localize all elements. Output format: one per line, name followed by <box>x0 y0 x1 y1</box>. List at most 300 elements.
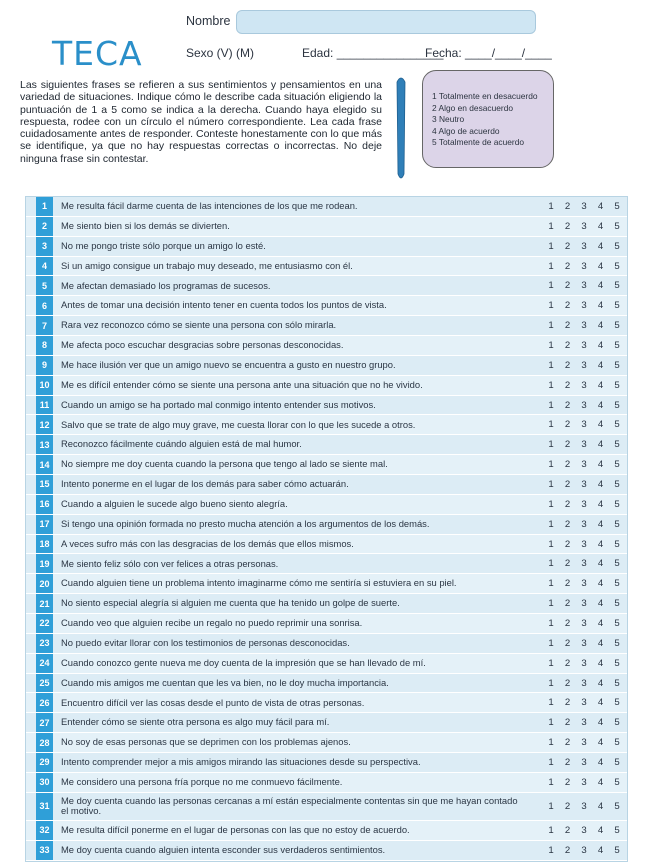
rating-option[interactable]: 5 <box>614 824 620 836</box>
rating-option[interactable]: 3 <box>581 737 587 749</box>
item-row <box>26 475 627 495</box>
item-row <box>26 455 627 475</box>
item-number: 29 <box>36 753 53 772</box>
rating-option[interactable]: 1 <box>548 637 554 649</box>
legend-item: 2 Algo en desacuerdo <box>432 102 514 113</box>
rating-option[interactable]: 1 <box>548 459 554 471</box>
teca-logo: TECA <box>52 34 143 73</box>
rating-option[interactable]: 4 <box>597 518 604 530</box>
item-row <box>26 396 627 416</box>
rating-option[interactable]: 4 <box>597 280 604 292</box>
rating-option[interactable]: 3 <box>581 844 587 856</box>
rating-option[interactable]: 1 <box>548 578 554 590</box>
item-row <box>26 515 627 535</box>
item-row <box>26 594 627 614</box>
item-row <box>26 554 627 574</box>
rating-scale <box>544 419 624 430</box>
item-number: 2 <box>36 217 53 236</box>
rating-scale <box>544 658 624 669</box>
rating-option[interactable]: 1 <box>548 598 554 610</box>
item-row <box>26 574 627 594</box>
rating-option[interactable]: 3 <box>581 498 587 510</box>
item-statement: Cuando un amigo se ha portado mal conmigo intento entender sus motivos. <box>61 399 376 410</box>
rating-option[interactable]: 2 <box>564 399 571 411</box>
rating-option[interactable]: 1 <box>548 359 554 371</box>
rating-option[interactable]: 3 <box>581 824 587 836</box>
item-number: 3 <box>36 237 53 256</box>
rating-option[interactable]: 5 <box>614 379 620 391</box>
rating-option[interactable]: 5 <box>614 339 620 351</box>
item-row <box>26 336 627 356</box>
rating-option[interactable]: 1 <box>548 498 554 510</box>
item-number: 5 <box>36 276 53 295</box>
item-row <box>26 841 627 861</box>
item-number: 31 <box>36 793 53 820</box>
rating-option[interactable]: 2 <box>564 824 571 836</box>
item-statement: Cuando alguien tiene un problema intento imaginarme cómo me sentiría si estuviera en su piel. <box>61 578 457 589</box>
rating-option[interactable]: 3 <box>581 538 587 550</box>
rating-option[interactable]: 2 <box>564 379 571 391</box>
rating-option[interactable]: 3 <box>581 200 587 212</box>
item-row <box>26 753 627 773</box>
item-row <box>26 674 627 694</box>
item-number: 26 <box>36 693 53 712</box>
item-number: 18 <box>36 535 53 554</box>
rating-option[interactable]: 3 <box>581 260 587 272</box>
rating-option[interactable]: 2 <box>564 737 571 749</box>
rating-option[interactable]: 2 <box>564 518 571 530</box>
rating-option[interactable]: 2 <box>564 617 571 629</box>
rating-option[interactable]: 1 <box>548 657 554 669</box>
rating-option[interactable]: 1 <box>548 379 554 391</box>
rating-option[interactable]: 4 <box>597 359 604 371</box>
rating-option[interactable]: 1 <box>548 697 554 709</box>
rating-option[interactable]: 3 <box>581 359 587 371</box>
rating-option[interactable]: 2 <box>564 697 571 709</box>
rating-option[interactable]: 5 <box>614 300 620 312</box>
rating-option[interactable]: 5 <box>614 240 620 252</box>
item-number: 4 <box>36 257 53 276</box>
rating-scale <box>544 678 624 689</box>
rating-option[interactable]: 2 <box>564 320 571 332</box>
item-number: 15 <box>36 475 53 494</box>
rating-option[interactable]: 5 <box>614 637 620 649</box>
rating-option[interactable]: 2 <box>564 200 571 212</box>
rating-option[interactable]: 1 <box>548 824 554 836</box>
rating-scale <box>544 801 624 812</box>
rating-option[interactable]: 3 <box>581 478 587 490</box>
item-row <box>26 257 627 277</box>
item-statement: No siempre me doy cuenta cuando la persona que tengo al lado se siente mal. <box>61 459 388 470</box>
rating-option[interactable]: 2 <box>564 419 571 431</box>
item-statement: No me pongo triste sólo porque un amigo lo esté. <box>61 240 266 251</box>
rating-option[interactable]: 3 <box>581 637 587 649</box>
rating-scale <box>544 360 624 371</box>
rating-option[interactable]: 5 <box>614 200 620 212</box>
rating-option[interactable]: 1 <box>548 339 554 351</box>
rating-option[interactable]: 1 <box>548 776 554 788</box>
rating-option[interactable]: 1 <box>548 558 554 570</box>
rating-option[interactable]: 1 <box>548 260 554 272</box>
rating-option[interactable]: 4 <box>597 220 604 232</box>
rating-option[interactable]: 4 <box>597 339 604 351</box>
rating-option[interactable]: 2 <box>564 300 571 312</box>
rating-option[interactable]: 2 <box>564 578 571 590</box>
rating-option[interactable]: 5 <box>614 844 620 856</box>
item-statement: Intento comprender mejor a mis amigos mirando las situaciones desde su perspectiva. <box>61 757 421 768</box>
rating-option[interactable]: 1 <box>548 800 554 812</box>
rating-option[interactable]: 2 <box>564 280 571 292</box>
rating-option[interactable]: 5 <box>614 617 620 629</box>
rating-option[interactable]: 3 <box>581 677 587 689</box>
rating-option[interactable]: 4 <box>597 459 604 471</box>
item-number: 28 <box>36 733 53 752</box>
rating-option[interactable]: 3 <box>581 439 587 451</box>
rating-scale <box>544 221 624 232</box>
rating-option[interactable]: 3 <box>581 657 587 669</box>
date-field[interactable]: Fecha: ____/____/____ <box>425 46 552 60</box>
rating-option[interactable]: 5 <box>614 359 620 371</box>
rating-option[interactable]: 4 <box>597 240 604 252</box>
item-number: 13 <box>36 435 53 454</box>
rating-option[interactable]: 3 <box>581 459 587 471</box>
rating-option[interactable]: 2 <box>564 844 571 856</box>
rating-scale <box>544 598 624 609</box>
item-statement: Antes de tomar una decisión intento tener en cuenta todos los puntos de vista. <box>61 300 387 311</box>
rating-scale <box>544 777 624 788</box>
rating-option[interactable]: 2 <box>564 717 571 729</box>
rating-option[interactable]: 3 <box>581 558 587 570</box>
rating-scale <box>544 241 624 252</box>
rating-option[interactable]: 4 <box>597 637 604 649</box>
rating-option[interactable]: 5 <box>614 657 620 669</box>
instructions-text: Las siguientes frases se refieren a sus sentimientos y pensamientos en una variedad de situaciones. Indique cómo le describe cada situación eligiendo la puntuación de 1 a 5 como se indica a la derecha. Cuando haya elegido su respuesta, rodee con un círculo el número correspondiente. Lea cada frase cuidadosamente antes de responder. Conteste honestamente con lo que más se identifique, ya que no hay respuestas correctas o incorrectas. No deje ninguna frase sin contestar. <box>20 79 382 165</box>
item-row <box>26 693 627 713</box>
rating-option[interactable]: 3 <box>581 300 587 312</box>
rating-option[interactable]: 4 <box>597 419 604 431</box>
rating-option[interactable]: 5 <box>614 260 620 272</box>
rating-option[interactable]: 4 <box>597 558 604 570</box>
item-statement: No puedo evitar llorar con los testimonios de personas desconocidas. <box>61 638 350 649</box>
item-statement: Salvo que se trate de algo muy grave, me cuesta llorar con lo que les sucede a otros. <box>61 419 416 430</box>
rating-option[interactable]: 2 <box>564 439 571 451</box>
rating-option[interactable]: 4 <box>597 717 604 729</box>
rating-option[interactable]: 2 <box>564 637 571 649</box>
rating-option[interactable]: 5 <box>614 220 620 232</box>
rating-option[interactable]: 4 <box>597 844 604 856</box>
rating-option[interactable]: 3 <box>581 800 587 812</box>
rating-option[interactable]: 1 <box>548 538 554 550</box>
rating-option[interactable]: 1 <box>548 200 554 212</box>
rating-option[interactable]: 5 <box>614 538 620 550</box>
rating-option[interactable]: 2 <box>564 498 571 510</box>
rating-option[interactable]: 5 <box>614 697 620 709</box>
item-statement: Intento ponerme en el lugar de los demás para saber cómo actuarán. <box>61 479 349 490</box>
rating-option[interactable]: 4 <box>597 800 604 812</box>
rating-option[interactable]: 2 <box>564 756 571 768</box>
rating-option[interactable]: 4 <box>597 677 604 689</box>
rating-option[interactable]: 4 <box>597 756 604 768</box>
rating-scale <box>544 618 624 629</box>
rating-option[interactable]: 3 <box>581 717 587 729</box>
item-row <box>26 654 627 674</box>
item-number: 11 <box>36 396 53 415</box>
rating-scale <box>544 439 624 450</box>
item-number: 21 <box>36 594 53 613</box>
rating-option[interactable]: 4 <box>597 300 604 312</box>
rating-option[interactable]: 1 <box>548 478 554 490</box>
rating-option[interactable]: 5 <box>614 280 620 292</box>
rating-scale <box>544 697 624 708</box>
rating-option[interactable]: 2 <box>564 657 571 669</box>
rating-scale <box>544 261 624 272</box>
rating-option[interactable]: 4 <box>597 200 604 212</box>
rating-scale <box>544 519 624 530</box>
item-row <box>26 793 627 821</box>
rating-option[interactable]: 3 <box>581 697 587 709</box>
rating-scale <box>544 737 624 748</box>
item-number: 9 <box>36 356 53 375</box>
name-label: Nombre <box>186 14 231 28</box>
rating-option[interactable]: 1 <box>548 756 554 768</box>
rating-option[interactable]: 2 <box>564 776 571 788</box>
item-number: 33 <box>36 841 53 860</box>
rating-option[interactable]: 4 <box>597 498 604 510</box>
rating-option[interactable]: 4 <box>597 379 604 391</box>
rating-option[interactable]: 2 <box>564 538 571 550</box>
rating-option[interactable]: 5 <box>614 677 620 689</box>
item-number: 24 <box>36 654 53 673</box>
rating-option[interactable]: 5 <box>614 598 620 610</box>
rating-option[interactable]: 4 <box>597 320 604 332</box>
rating-option[interactable]: 3 <box>581 339 587 351</box>
rating-option[interactable]: 1 <box>548 617 554 629</box>
item-row <box>26 276 627 296</box>
item-number: 27 <box>36 713 53 732</box>
item-statement: No siento especial alegría si alguien me cuenta que ha tenido un golpe de suerte. <box>61 598 400 609</box>
rating-scale <box>544 479 624 490</box>
item-statement: Me considero una persona fría porque no me conmuevo fácilmente. <box>61 777 343 788</box>
rating-option[interactable]: 4 <box>597 697 604 709</box>
rating-option[interactable]: 1 <box>548 300 554 312</box>
rating-scale <box>544 320 624 331</box>
rating-option[interactable]: 2 <box>564 800 571 812</box>
item-statement: Me resulta difícil ponerme en el lugar de personas con las que no estoy de acuerdo. <box>61 824 410 835</box>
rating-scale <box>544 638 624 649</box>
rating-option[interactable]: 2 <box>564 459 571 471</box>
item-number: 17 <box>36 515 53 534</box>
rating-option[interactable]: 1 <box>548 439 554 451</box>
rating-option[interactable]: 5 <box>614 419 620 431</box>
rating-option[interactable]: 2 <box>564 598 571 610</box>
rating-scale <box>544 558 624 569</box>
rating-option[interactable]: 1 <box>548 240 554 252</box>
rating-option[interactable]: 1 <box>548 220 554 232</box>
rating-scale <box>544 845 624 856</box>
item-row <box>26 495 627 515</box>
item-statement: Si un amigo consigue un trabajo muy deseado, me entusiasmo con él. <box>61 260 353 271</box>
rating-scale <box>544 825 624 836</box>
item-row <box>26 821 627 841</box>
rating-option[interactable]: 5 <box>614 578 620 590</box>
rating-option[interactable]: 3 <box>581 776 587 788</box>
item-statement: Cuando conozco gente nueva me doy cuenta de la impresión que se han llevado de mí. <box>61 657 426 668</box>
rating-option[interactable]: 5 <box>614 558 620 570</box>
legend-item: 4 Algo de acuerdo <box>432 125 500 136</box>
rating-scale <box>544 380 624 391</box>
rating-option[interactable]: 4 <box>597 824 604 836</box>
item-statement: Me doy cuenta cuando alguien intenta esconder sus verdaderos sentimientos. <box>61 844 386 855</box>
item-statement: Cuando mis amigos me cuentan que les va bien, no le doy mucha importancia. <box>61 677 389 688</box>
item-row <box>26 614 627 634</box>
item-row <box>26 316 627 336</box>
rating-option[interactable]: 5 <box>614 518 620 530</box>
item-row <box>26 217 627 237</box>
item-statement: Cuando a alguien le sucede algo bueno siento alegría. <box>61 499 288 510</box>
item-row <box>26 773 627 793</box>
item-statement: Me afectan demasiado los programas de sucesos. <box>61 280 271 291</box>
item-statement: Si tengo una opinión formada no presto mucha atención a los argumentos de los demás. <box>61 518 430 529</box>
rating-scale <box>544 578 624 589</box>
rating-option[interactable]: 5 <box>614 776 620 788</box>
legend-item: 5 Totalmente de acuerdo <box>432 137 525 147</box>
rating-option[interactable]: 3 <box>581 598 587 610</box>
rating-scale <box>544 280 624 291</box>
rating-option[interactable]: 3 <box>581 280 587 292</box>
item-number: 22 <box>36 614 53 633</box>
rating-option[interactable]: 5 <box>614 800 620 812</box>
rating-option[interactable]: 3 <box>581 240 587 252</box>
legend-item: 1 Totalmente en desacuerdo <box>432 91 538 101</box>
rating-option[interactable]: 4 <box>597 538 604 550</box>
rating-option[interactable]: 3 <box>581 399 587 411</box>
rating-option[interactable]: 1 <box>548 737 554 749</box>
rating-option[interactable]: 5 <box>614 478 620 490</box>
rating-option[interactable]: 2 <box>564 339 571 351</box>
rating-option[interactable]: 2 <box>564 240 571 252</box>
rating-option[interactable]: 5 <box>614 459 620 471</box>
rating-scale <box>544 757 624 768</box>
rating-scale <box>544 717 624 728</box>
rating-scale <box>544 539 624 550</box>
item-row <box>26 197 627 217</box>
item-row <box>26 733 627 753</box>
vertical-divider-ornament <box>395 74 407 182</box>
rating-option[interactable]: 3 <box>581 220 587 232</box>
item-number: 14 <box>36 455 53 474</box>
rating-option[interactable]: 2 <box>564 359 571 371</box>
item-number: 12 <box>36 415 53 434</box>
rating-option[interactable]: 2 <box>564 558 571 570</box>
rating-option[interactable]: 3 <box>581 756 587 768</box>
name-field[interactable] <box>236 10 536 34</box>
rating-scale <box>544 400 624 411</box>
item-number: 10 <box>36 376 53 395</box>
rating-option[interactable]: 2 <box>564 478 571 490</box>
rating-option[interactable]: 5 <box>614 320 620 332</box>
rating-option[interactable]: 3 <box>581 379 587 391</box>
rating-option[interactable]: 3 <box>581 518 587 530</box>
rating-option[interactable]: 2 <box>564 220 571 232</box>
rating-option[interactable]: 3 <box>581 578 587 590</box>
rating-option[interactable]: 5 <box>614 717 620 729</box>
age-field[interactable]: Edad: ________________ <box>302 46 444 60</box>
rating-option[interactable]: 3 <box>581 320 587 332</box>
item-row <box>26 713 627 733</box>
item-statement: Me afecta poco escuchar desgracias sobre personas desconocidas. <box>61 340 344 351</box>
rating-option[interactable]: 4 <box>597 737 604 749</box>
rating-legend <box>422 70 554 168</box>
rating-option[interactable]: 2 <box>564 260 571 272</box>
item-number: 7 <box>36 316 53 335</box>
rating-option[interactable]: 1 <box>548 280 554 292</box>
item-row <box>26 237 627 257</box>
item-statement: Rara vez reconozco cómo se siente una persona con sólo mirarla. <box>61 320 337 331</box>
questionnaire-table <box>25 196 628 862</box>
sex-field[interactable]: Sexo (V) (M) <box>186 46 255 60</box>
rating-option[interactable]: 1 <box>548 419 554 431</box>
rating-option[interactable]: 1 <box>548 844 554 856</box>
rating-option[interactable]: 1 <box>548 518 554 530</box>
item-row <box>26 634 627 654</box>
rating-option[interactable]: 4 <box>597 439 604 451</box>
item-number: 20 <box>36 574 53 593</box>
item-row <box>26 376 627 396</box>
rating-option[interactable]: 3 <box>581 419 587 431</box>
item-number: 1 <box>36 197 53 216</box>
rating-option[interactable]: 1 <box>548 399 554 411</box>
item-statement: Me es difícil entender cómo se siente una persona ante una situación que no he vivido. <box>61 379 423 390</box>
item-statement: Reconozco fácilmente cuándo alguien está de mal humor. <box>61 439 302 450</box>
item-statement: Cuando veo que alguien recibe un regalo no puedo reprimir una sonrisa. <box>61 618 363 629</box>
rating-scale <box>544 459 624 470</box>
item-row <box>26 535 627 555</box>
item-row <box>26 415 627 435</box>
rating-option[interactable]: 4 <box>597 260 604 272</box>
item-statement: No soy de esas personas que se deprimen con los problemas ajenos. <box>61 737 351 748</box>
rating-option[interactable]: 5 <box>614 439 620 451</box>
item-statement: Me siento bien si los demás se divierten. <box>61 220 230 231</box>
rating-option[interactable]: 5 <box>614 498 620 510</box>
item-number: 16 <box>36 495 53 514</box>
rating-option[interactable]: 4 <box>597 399 604 411</box>
item-statement: A veces sufro más con las desgracias de los demás que ellos mismos. <box>61 538 354 549</box>
rating-option[interactable]: 5 <box>614 737 620 749</box>
rating-option[interactable]: 2 <box>564 677 571 689</box>
rating-option[interactable]: 5 <box>614 756 620 768</box>
rating-option[interactable]: 1 <box>548 717 554 729</box>
rating-option[interactable]: 3 <box>581 617 587 629</box>
rating-option[interactable]: 1 <box>548 320 554 332</box>
rating-option[interactable]: 4 <box>597 578 604 590</box>
rating-option[interactable]: 4 <box>597 657 604 669</box>
rating-option[interactable]: 4 <box>597 478 604 490</box>
rating-option[interactable]: 4 <box>597 617 604 629</box>
rating-option[interactable]: 4 <box>597 776 604 788</box>
item-number: 30 <box>36 773 53 792</box>
item-statement: Me hace ilusión ver que un amigo nuevo se encuentra a gusto en nuestro grupo. <box>61 360 396 370</box>
item-statement: Me resulta fácil darme cuenta de las intenciones de los que me rodean. <box>61 201 358 212</box>
rating-option[interactable]: 5 <box>614 399 620 411</box>
item-statement: Encuentro difícil ver las cosas desde el punto de vista de otras personas. <box>61 697 365 708</box>
item-number: 8 <box>36 336 53 355</box>
rating-option[interactable]: 1 <box>548 677 554 689</box>
item-statement: Me doy cuenta cuando las personas cercanas a mí están especialmente contentas sin que me hayan contado el motivo. <box>61 795 518 817</box>
item-number: 19 <box>36 554 53 573</box>
item-statement: Me siento feliz sólo con ver felices a otras personas. <box>61 558 279 569</box>
item-row <box>26 356 627 376</box>
rating-option[interactable]: 4 <box>597 598 604 610</box>
